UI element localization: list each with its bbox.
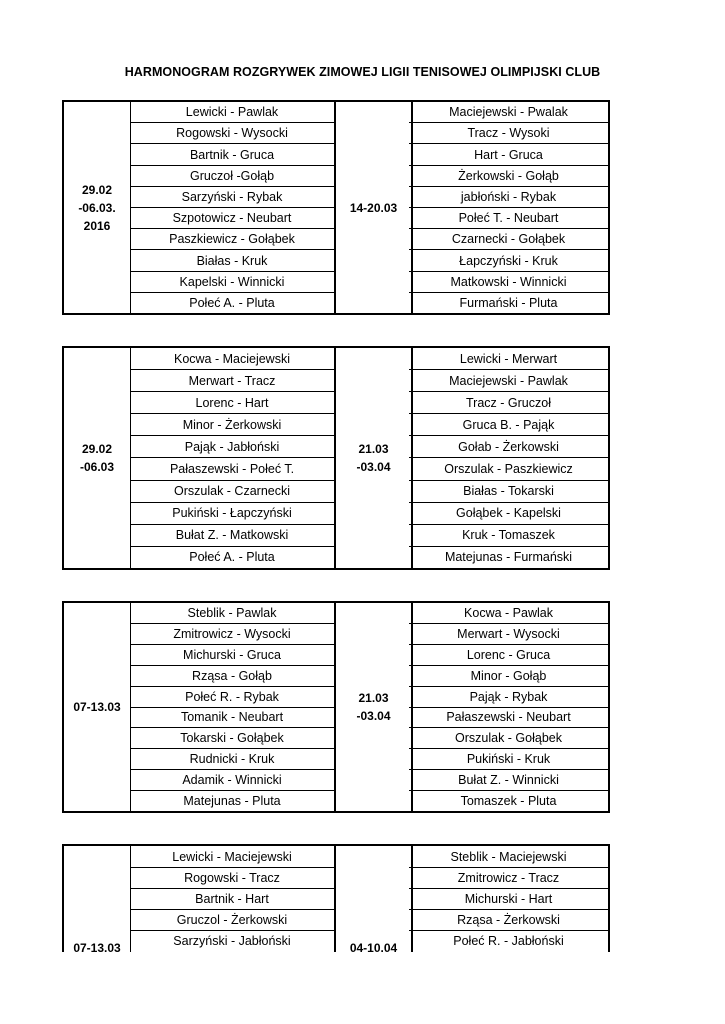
match-cell: jabłoński - Rybak — [409, 186, 608, 207]
round-date-left — [64, 603, 131, 811]
match-cell: Orszulak - Paszkiewicz — [409, 457, 608, 479]
match-cell: Gruca B. - Pająk — [409, 413, 608, 435]
date-label — [64, 181, 130, 235]
round-date-right — [334, 846, 413, 955]
match-cell: Steblik - Pawlak — [187, 605, 277, 620]
matches-right — [409, 846, 608, 952]
match-cell: Lorenc - Gruca — [409, 644, 608, 665]
match-cell: Pająk - Jabłoński — [130, 435, 334, 457]
match-cell: Pałaszewski - Neubart — [409, 707, 608, 728]
match-cell: Maciejewski - Pwalak — [449, 105, 568, 120]
date-line: 14-20.03 — [349, 200, 398, 215]
date-label — [64, 698, 130, 716]
match-cell: Steblik - Maciejewski — [450, 849, 567, 864]
match-cell: Żerkowski - Gołąb — [409, 165, 608, 186]
page-title: HARMONOGRAM ROZGRYWEK ZIMOWEJ LIGII TENISOWEJ OLIMPIJSKI CLUB — [124, 65, 601, 79]
match-cell: Bułat Z. - Matkowski — [130, 524, 334, 546]
match-cell: Furmański - Pluta — [409, 292, 608, 313]
round-date-left — [64, 846, 131, 955]
date-line: 29.02 — [81, 182, 113, 197]
match-cell: Tomaszek - Pluta — [409, 790, 608, 811]
match-cell: Hart - Gruca — [409, 143, 608, 164]
date-line: -03.04 — [356, 709, 391, 723]
round-date-left — [64, 348, 131, 568]
match-cell: Kruk - Tomaszek — [409, 524, 608, 546]
match-cell: Bartnik - Gruca — [130, 143, 334, 164]
match-cell: Lewicki - Merwart — [459, 351, 558, 366]
match-cell: Minor - Gołąb — [409, 665, 608, 686]
match-cell: Lorenc - Hart — [130, 391, 334, 413]
match-cell: Kocwa - Pawlak — [464, 605, 553, 620]
date-line: 07-13.03 — [73, 700, 121, 714]
match-cell: Paszkiewicz - Gołąbek — [130, 228, 334, 249]
match-cell: Bartnik - Hart — [130, 888, 334, 909]
round-date-right — [334, 348, 413, 568]
match-cell: Szpotowicz - Neubart — [130, 207, 334, 228]
match-cell: Białas - Tokarski — [409, 480, 608, 502]
match-cell: Gruczoł -Gołąb — [130, 165, 334, 186]
match-cell: Gołąbek - Kapelski — [409, 502, 608, 524]
date-line: -06.03 — [79, 460, 115, 474]
match-cell: Pukiński - Łapczyński — [130, 502, 334, 524]
match-cell: Rząsa - Żerkowski — [409, 909, 608, 930]
match-cell: Matejunas - Pluta — [130, 790, 334, 811]
schedule-block-1 — [62, 100, 610, 315]
round-date-right — [334, 102, 413, 313]
matches-left — [130, 603, 334, 811]
match-cell: Merwart - Wysocki — [409, 623, 608, 644]
match-cell: Tracz - Gruczoł — [409, 391, 608, 413]
matches-right — [409, 603, 608, 811]
matches-left — [130, 348, 334, 568]
match-cell: Gołab - Żerkowski — [409, 435, 608, 457]
match-cell: Połeć T. - Neubart — [409, 207, 608, 228]
date-label — [64, 440, 130, 476]
date-label — [336, 939, 411, 957]
match-cell: Michurski - Gruca — [130, 644, 334, 665]
schedule-block-3 — [62, 601, 610, 813]
match-cell: Zmitrowicz - Tracz — [409, 867, 608, 888]
matches-right — [409, 102, 608, 313]
date-label — [64, 939, 130, 957]
match-cell: Gruczol - Żerkowski — [130, 909, 334, 930]
match-cell: Zmitrowicz - Wysocki — [130, 623, 334, 644]
round-date-left — [64, 102, 131, 313]
match-cell: Maciejewski - Pawlak — [409, 369, 608, 391]
match-cell: Matkowski - Winnicki — [409, 271, 608, 292]
date-line: 04-10.04 — [349, 941, 398, 955]
match-cell: Czarnecki - Gołąbek — [409, 228, 608, 249]
match-cell: Adamik - Winnicki — [130, 769, 334, 790]
matches-left — [130, 846, 334, 952]
match-cell: Sarzyński - Rybak — [130, 186, 334, 207]
match-cell: Białas - Kruk — [130, 249, 334, 270]
match-cell: Matejunas - Furmański — [409, 546, 608, 568]
match-cell: Orszulak - Czarnecki — [130, 480, 334, 502]
match-cell: Tracz - Wysoki — [409, 122, 608, 143]
match-cell: Merwart - Tracz — [130, 369, 334, 391]
match-cell: Połeć R. - Jabłoński — [409, 930, 608, 951]
match-cell: Orszulak - Gołąbek — [409, 727, 608, 748]
match-cell: Michurski - Hart — [409, 888, 608, 909]
schedule-block-4 — [62, 844, 610, 955]
match-cell: Rogowski - Tracz — [130, 867, 334, 888]
date-label — [336, 440, 411, 476]
match-cell: Połeć A. - Pluta — [130, 292, 334, 313]
matches-right — [409, 348, 608, 568]
round-date-right — [334, 603, 413, 811]
schedule-block-2 — [62, 346, 610, 570]
match-cell: Kapelski - Winnicki — [130, 271, 334, 292]
match-cell: Sarzyński - Jabłoński — [130, 930, 334, 951]
match-cell: Połeć R. - Rybak — [130, 686, 334, 707]
match-cell: Minor - Żerkowski — [130, 413, 334, 435]
match-cell: Bułat Z. - Winnicki — [409, 769, 608, 790]
date-line: 21.03 — [358, 691, 389, 705]
match-cell: Rudnicki - Kruk — [130, 748, 334, 769]
date-label — [336, 689, 411, 725]
match-cell: Lewicki - Pawlak — [185, 105, 279, 120]
match-cell: Kocwa - Maciejewski — [173, 351, 290, 366]
date-line: 21.03 — [358, 442, 389, 456]
match-cell: Rząsa - Gołąb — [130, 665, 334, 686]
date-line: 29.02 — [81, 442, 113, 456]
match-cell: Pająk - Rybak — [409, 686, 608, 707]
match-cell: Łapczyński - Kruk — [409, 249, 608, 270]
date-label — [336, 199, 411, 217]
date-line: 07-13.03 — [73, 941, 121, 955]
match-cell: Rogowski - Wysocki — [130, 122, 334, 143]
matches-left — [130, 102, 334, 313]
match-cell: Tomanik - Neubart — [130, 707, 334, 728]
match-cell: Lewicki - Maciejewski — [172, 849, 292, 864]
date-line: 2016 — [83, 218, 111, 233]
match-cell: Pałaszewski - Połeć T. — [130, 457, 334, 479]
date-line: -03.04 — [356, 460, 391, 474]
date-line: -06.03. — [78, 200, 116, 215]
match-cell: Tokarski - Gołąbek — [130, 727, 334, 748]
match-cell: Połeć A. - Pluta — [130, 546, 334, 568]
match-cell: Pukiński - Kruk — [409, 748, 608, 769]
